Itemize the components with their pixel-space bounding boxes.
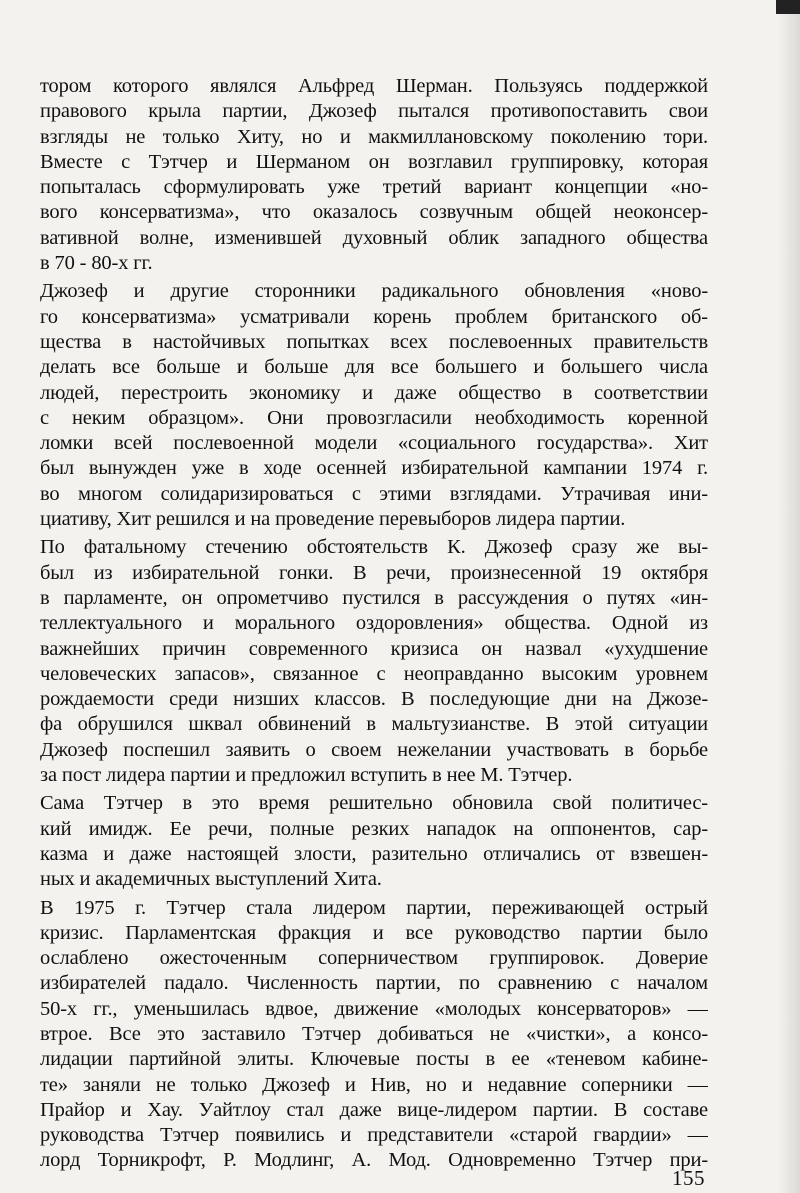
text-line: По фатальному стечению обстоятельств К. Джозеф сразу же вы- (40, 536, 708, 559)
paragraph (40, 74, 708, 276)
text-line: Джозеф и другие сторонники радикального обновления «ново- (40, 280, 708, 303)
paragraph (40, 896, 708, 1174)
body-text (40, 74, 708, 1177)
text-line: Прайор и Хау. Уайтлоу стал даже вице-лидером партии. В составе (40, 1098, 708, 1121)
text-line: взгляды не только Хиту, но и макмиллановскому поколению тори. (40, 125, 708, 148)
paragraph (40, 279, 708, 532)
text-line: Сама Тэтчер в это время решительно обновила свой политичес- (40, 792, 708, 815)
text-line: был из избирательной гонки. В речи, произнесенной 19 октября (40, 561, 708, 584)
text-line: тором которого являлся Альфред Шерман. Пользуясь поддержкой (40, 75, 708, 97)
text-line: вого консерватизма», что оказалось созвучным общей неоконсер- (40, 201, 708, 224)
text-line: вативной волне, изменившей духовный облик западного общества (40, 226, 708, 249)
text-line: ослаблено ожесточенным соперничеством группировок. Доверие (40, 947, 708, 970)
text-line: 50-х гг., уменьшилась вдвое, движение «молодых консерваторов» — (40, 997, 708, 1020)
text-line: важнейших причин современного кризиса он назвал «ухудшение (40, 637, 708, 660)
text-line: людей, перестроить экономику и даже общество в соответствии (40, 381, 708, 404)
paragraph (40, 791, 708, 892)
text-line: фа обрушился шквал обвинений в мальтузианстве. В этой ситуации (40, 713, 708, 736)
scan-corner-mark (776, 0, 800, 14)
page-number: 155 (672, 1166, 705, 1190)
text-line: попыталась сформулировать уже третий вариант концепции «но- (40, 176, 708, 199)
text-line: казма и даже настоящей злости, разительно отличались от взвешен- (40, 842, 708, 865)
text-line: делать все больше и больше для все большего и большего числа (40, 356, 708, 379)
text-line: руководства Тэтчер появились и представители «старой гвардии» — (40, 1124, 708, 1147)
text-line: ных и академичных выступлений Хита. (40, 868, 382, 891)
text-line: в 70 - 80-х гг. (40, 252, 153, 275)
text-line: ломки всей послевоенной модели «социального государства». Хит (40, 432, 708, 455)
paragraph (40, 535, 708, 788)
text-line: избирателей падало. Численность партии, по сравнению с началом (40, 972, 708, 995)
text-line: щества в настойчивых попытках всех послевоенных правительств (40, 330, 708, 353)
text-line: те» заняли не только Джозеф и Нив, но и недавние соперники — (40, 1073, 708, 1096)
scan-edge-shadow (778, 0, 800, 1193)
text-line: с неким образцом». Они провозгласили необходимость коренной (40, 406, 708, 429)
text-line: кризис. Парламентская фракция и все руководство партии было (40, 921, 708, 944)
text-line: был вынужден уже в ходе осенней избирательной кампании 1974 г. (40, 457, 708, 480)
text-line: Вместе с Тэтчер и Шерманом он возглавил группировку, которая (40, 150, 708, 173)
text-line: теллектуального и морального оздоровления» общества. Одной из (40, 612, 708, 635)
text-line: рождаемости среди низших классов. В последующие дни на Джозе- (40, 688, 708, 711)
text-line: человеческих запасов», связанное с неоправданно высоким уровнем (40, 662, 708, 685)
text-line: лидации партийной элиты. Ключевые посты в ее «теневом кабине- (40, 1048, 708, 1071)
text-line: за пост лидера партии и предложил вступить в нее М. Тэтчер. (40, 764, 573, 787)
text-line: правового крыла партии, Джозеф пытался противопоставить свои (40, 100, 708, 123)
text-line: Джозеф поспешил заявить о своем нежелании участвовать в борьбе (40, 738, 708, 761)
text-line: лорд Торникрофт, Р. Модлинг, А. Мод. Одновременно Тэтчер при- (40, 1149, 708, 1172)
text-line: го консерватизма» усматривали корень проблем британского об- (40, 305, 708, 328)
text-line: кий имидж. Ее речи, полные резких нападок на оппонентов, сар- (40, 817, 708, 840)
text-line: втрое. Все это заставило Тэтчер добиваться не «чистки», а консо- (40, 1022, 708, 1045)
text-line: В 1975 г. Тэтчер стала лидером партии, переживающей острый (40, 896, 708, 919)
text-line: циативу, Хит решился и на проведение перевыборов лидера партии. (40, 508, 626, 531)
text-line: в парламенте, он опрометчиво пустился в рассуждения о путях «ин- (40, 586, 708, 609)
text-line: во многом солидаризироваться с этими взглядами. Утрачивая ини- (40, 482, 708, 505)
